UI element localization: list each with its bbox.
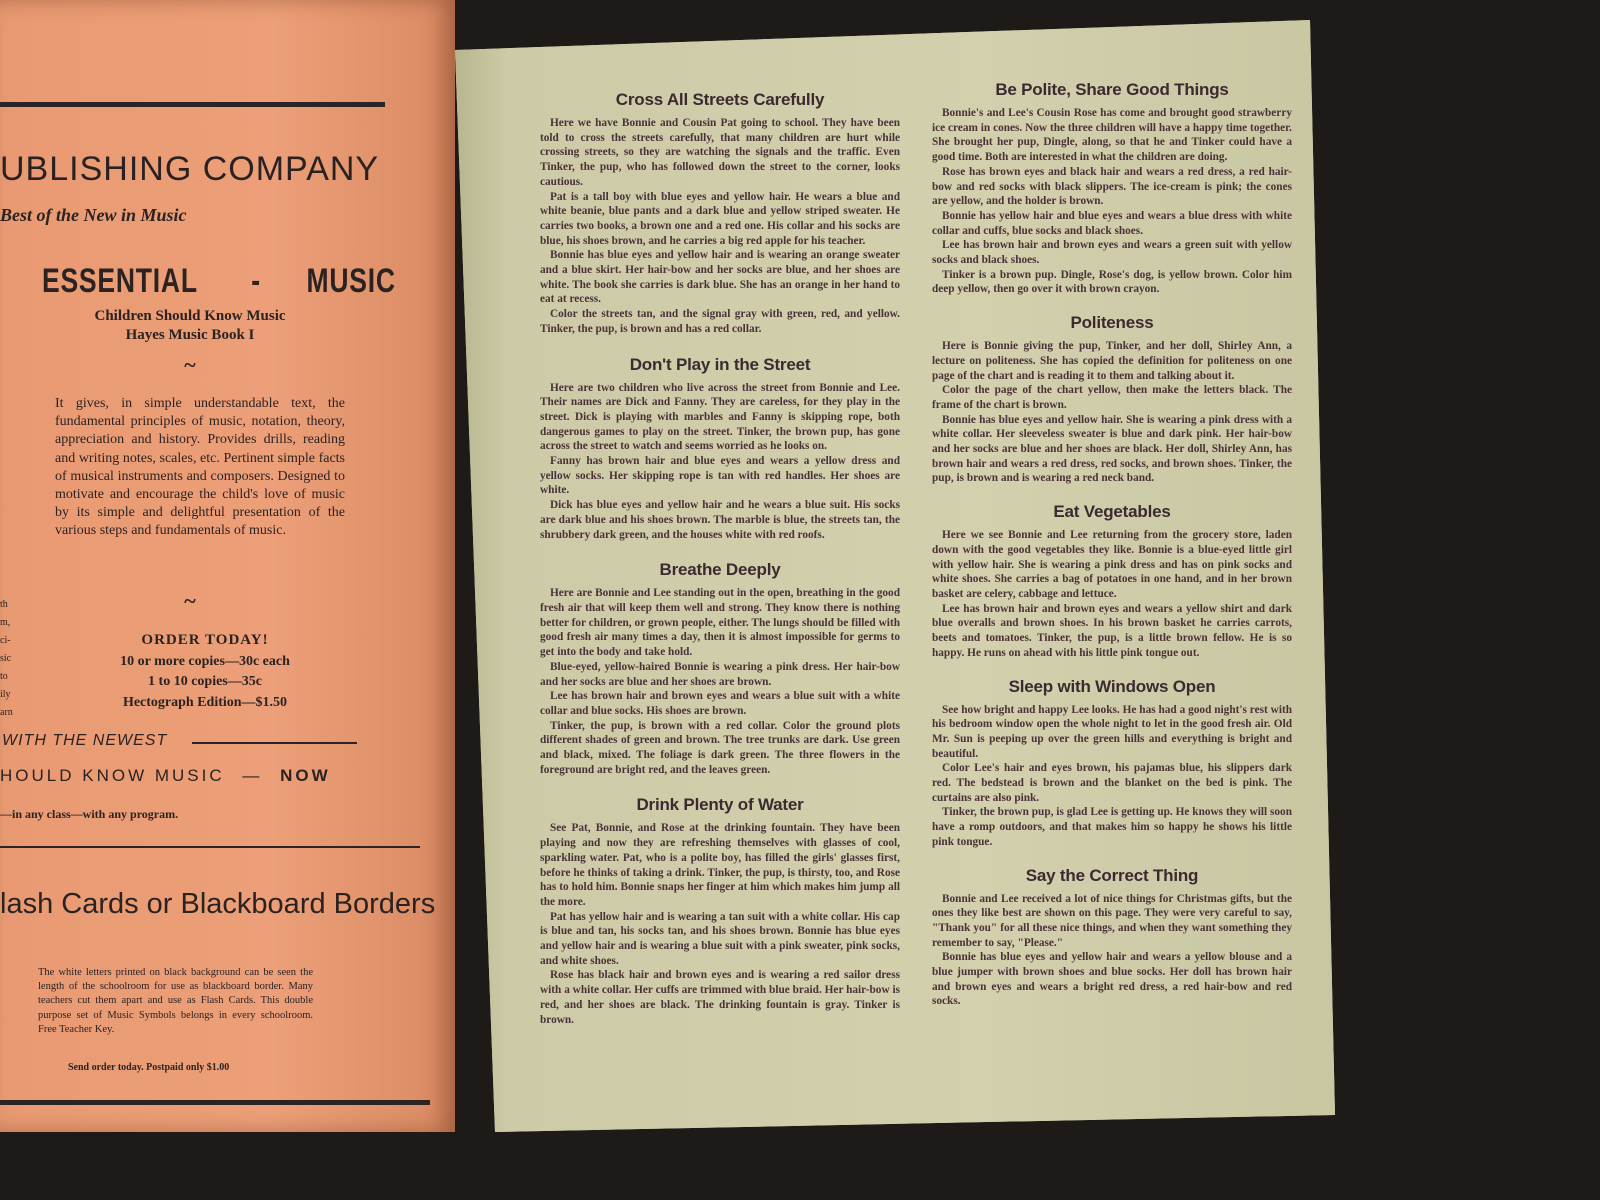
section-title: Eat Vegetables — [1053, 502, 1171, 522]
ornament-2: ~ — [184, 588, 196, 613]
section-paragraph: Here is Bonnie giving the pup, Tinker, and her doll, Shirley Ann, a lecture on politeness. She has copied the definition for politeness on one page of the chart and is reading it to them and talking about it. — [932, 340, 1292, 382]
section-correct-thing — [932, 866, 1292, 1010]
section-title: Breathe Deeply — [659, 560, 781, 580]
section-paragraph: Here we see Bonnie and Lee returning from the grocery store, laden down with the good vegetables they like. Bonnie is a blue-eyed little girl with yellow hair. She is wearing a pink dress and has on pink socks and white shoes. She carries a bag of potatoes in one hand, and in her brown basket are celery, cabbage and lettuce. — [932, 529, 1292, 600]
section-title: Sleep with Windows Open — [1008, 676, 1216, 696]
margin-fragment: to — [0, 671, 8, 682]
any-class-line: —in any class—with any program. — [0, 807, 179, 821]
subtitle-1: Children Should Know Music — [94, 308, 286, 324]
section-sleep-windows — [932, 677, 1292, 850]
section-paragraph: Here we have Bonnie and Cousin Pat going to school. They have been told to cross the streets carefully, that many children are hurt while crossing streets, so they are watching the signals and the traffic. Even Tinker, the pup, who has followed down the street to the corner, looks cautious. — [540, 117, 900, 188]
section-paragraph: Pat is a tall boy with blue eyes and yellow hair. He wears a blue and white beanie, blue pants and a dark blue and yellow striped sweater. He carries two books, a brown one and a red one. His collar and his socks are blue, his shoes brown, and he carries a big red apple for his teacher. — [540, 190, 900, 247]
section-title: Cross All Streets Carefully — [615, 90, 825, 109]
section-dont-play — [540, 355, 900, 543]
section-eat-vegetables — [932, 502, 1292, 660]
margin-fragment: ily — [0, 689, 11, 700]
book-title-dash: - — [251, 262, 261, 300]
bottom-rule — [0, 1100, 430, 1105]
section-be-polite — [932, 80, 1292, 297]
section-paragraph: Lee has brown hair and brown eyes and wears a yellow shirt and dark blue overalls and brown shoes. In his brown basket he carries carrots, beets and tomatoes. Tinker, the pup, is a little brown fellow. He is so happy. He runs on ahead with his little pink tongue out. — [932, 602, 1292, 659]
section-paragraph: Color the streets tan, and the signal gray with green, red, and yellow. Tinker, the pup, is brown and has a red collar. — [540, 308, 900, 335]
order-line: Hectograph Edition—$1.50 — [122, 695, 288, 710]
section-paragraph: Fanny has brown hair and blue eyes and wears a yellow dress and yellow socks. Her skipping rope is tan with red handles. Her shoes are white. — [540, 455, 900, 497]
should-text: HOULD KNOW MUSIC — [0, 766, 225, 785]
section-paragraph: Dick has blue eyes and yellow hair and he wears a blue suit. His socks are dark blue and his shoes brown. The marble is blue, the streets tan, the shrubbery dark green, and the houses white with red roofs. — [540, 499, 900, 541]
section-paragraph: Lee has brown hair and brown eyes and wears a blue suit with a white collar and blue socks. His shoes are brown. — [540, 690, 900, 717]
text-column-2 — [932, 80, 1292, 1019]
margin-fragment: ci- — [0, 635, 11, 646]
section-drink-water — [540, 795, 900, 1027]
flash-cards-title: lash Cards or Blackboard Borders — [0, 888, 436, 920]
section-title: Say the Correct Thing — [1025, 865, 1199, 885]
section-title: Be Polite, Share Good Things — [995, 80, 1229, 99]
section-paragraph: Bonnie has yellow hair and blue eyes and wears a blue dress with white collar and cuffs, blue socks and black shoes. — [932, 209, 1292, 237]
section-paragraph: Color the page of the chart yellow, then make the letters black. The frame of the chart is brown. — [932, 384, 1292, 411]
text-column-1 — [540, 90, 900, 1037]
section-cross-streets — [540, 90, 900, 337]
newest-line: WITH THE NEWEST — [2, 732, 168, 749]
section-paragraph: Tinker, the pup, is brown with a red collar. Color the ground plots different shades of green and brown. The tree trunks are dark. Use green and black, mixed. The foliage is dark green. The three flowers in the foreground are bright red, and the leaves green. — [540, 719, 900, 776]
margin-fragment: m, — [0, 617, 11, 628]
margin-fragment: arn — [0, 707, 13, 718]
book-title-left: ESSENTIAL — [42, 262, 198, 300]
section-paragraph: Pat has yellow hair and is wearing a tan suit with a white collar. His cap is blue and tan, his socks tan, and his shoes brown. Bonnie has blue eyes and yellow hair and is wearing a blue suit with a pink sweater, pink socks, and white shoes. — [540, 910, 900, 967]
should-now: NOW — [280, 766, 331, 785]
section-paragraph: Tinker, the brown pup, is glad Lee is getting up. He knows they will soon have a romp outdoors, and that makes him so happy he shows his little pink tongue. — [932, 806, 1292, 848]
company-name: UBLISHING COMPANY — [0, 150, 380, 188]
subtitle-2: Hayes Music Book I — [125, 327, 255, 343]
section-paragraph: Bonnie's and Lee's Cousin Rose has come and brought good strawberry ice cream in cones. Now the three children will have a happy time together. She brought her pup, Dingle, along, so that he and Tinker could have a good time. Both are interested in what the children are doing. — [932, 107, 1292, 164]
section-paragraph: Rose has brown eyes and black hair and wears a red dress, a red hair-bow and red socks with black slippers. The ice-cream is pink; the cones are yellow, and the holder is brown. — [932, 165, 1292, 208]
section-paragraph: Bonnie has blue eyes and yellow hair. She is wearing a pink dress with a white collar. Her sleeveless sweater is blue and dark pink. Her hair-bow and her socks are blue and her shoes are black. Her doll, Shirley Ann, has brown hair and wears a red dress, red socks, and brown shoes. Tinker, the pup, is brown and is wearing a red neck band. — [932, 413, 1292, 485]
section-paragraph: Tinker is a brown pup. Dingle, Rose's dog, is yellow brown. Color him deep yellow, then go over it with brown crayon. — [932, 268, 1292, 296]
book-title-right: MUSIC — [306, 262, 396, 300]
should-know-line — [0, 766, 331, 786]
section-title: Politeness — [1070, 313, 1154, 333]
ornament-1: ~ — [184, 352, 196, 377]
flash-cards-description: The white letters printed on black background can be seen the length of the schoolroom for use as blackboard border. Many teachers cut them apart and use as Flash Cards. This double purpose set of Music Symbols belongs in every schoolroom. Free Teacher Key. — [38, 967, 313, 1035]
margin-fragment: th — [0, 599, 8, 610]
order-line: 10 or more copies—30c each — [120, 654, 290, 669]
section-title: Drink Plenty of Water — [636, 795, 804, 815]
section-politeness — [932, 313, 1292, 486]
section-paragraph: Bonnie has blue eyes and yellow hair and is wearing an orange sweater and a blue skirt. Her hair-bow and her socks are blue, and her shoes are white. The book she carries is dark blue. She has an orange in her hand to eat at recess. — [540, 249, 900, 306]
section-paragraph: Color Lee's hair and eyes brown, his pajamas blue, his slippers dark red. The bedstead is brown and the blanket on the bed is pink. The curtains are also pink. — [932, 762, 1292, 804]
tagline: Best of the New in Music — [0, 205, 187, 225]
section-breathe-deeply — [540, 560, 900, 777]
middle-rule — [0, 846, 420, 848]
send-order-line: Send order today. Postpaid only $1.00 — [68, 1062, 230, 1073]
book-description: It gives, in simple understandable text, the fundamental principles of music, notation, theory, appreciation and history. Provides drills, reading and writing notes, scales, etc. Pertinent simple facts of musical instruments and composers. Designed to motivate and encourage the child's love of music by its simple and delightful presentation of the various steps and fundamentals of music. — [55, 396, 345, 539]
book-title — [42, 262, 396, 301]
section-paragraph: Here are Bonnie and Lee standing out in the open, breathing in the good fresh air that will keep them well and strong. They know there is nothing better for children, or grown people, either. The lungs should be filled with good fresh air many times a day, then it is almost impossible for germs to get into the body and take hold. — [540, 587, 900, 659]
top-rule — [0, 102, 385, 107]
order-line: 1 to 10 copies—35c — [148, 674, 262, 689]
margin-fragment: sic — [0, 653, 12, 664]
section-paragraph: Bonnie and Lee received a lot of nice things for Christmas gifts, but the ones they like best are shown on this page. They were very careful to say, "Thank you" for all these nice things, and when they want something they remember to say, "Please." — [932, 892, 1292, 949]
section-paragraph: Here are two children who live across the street from Bonnie and Lee. Their names are Dick and Fanny. They are careless, for they play in the street. Dick is playing with marbles and Fanny is skipping rope, both dangerous games to play on the street. Tinker, the brown pup, has gone across the street to watch and seems worried as he looks on. — [540, 381, 900, 453]
section-paragraph: Blue-eyed, yellow-haired Bonnie is wearing a pink dress. Her hair-bow and her socks are blue and her shoes are brown. — [540, 660, 900, 688]
should-dash: — — [242, 766, 263, 785]
left-catalog-page — [0, 0, 455, 1132]
newest-rule — [192, 742, 357, 744]
section-paragraph: Bonnie has blue eyes and yellow hair and wears a yellow blouse and a blue jumper with brown shoes and blue socks. Her doll has brown hair and brown eyes and wears a bright red dress, a red hair-bow and red socks. — [932, 951, 1292, 1008]
section-paragraph: Rose has black hair and brown eyes and is wearing a red sailor dress with a white collar. Her cuffs are trimmed with blue braid. Her hair-bow is red, and her shoes are black. The drinking fountain is gray. Tinker is brown. — [540, 969, 900, 1026]
section-title: Don't Play in the Street — [629, 354, 811, 374]
section-paragraph: Lee has brown hair and brown eyes and wears a green suit with yellow socks and black shoes. — [932, 239, 1292, 267]
order-title: ORDER TODAY! — [141, 632, 269, 648]
section-paragraph: See how bright and happy Lee looks. He has had a good night's rest with his bedroom window open the whole night to let in the good fresh air. Old Mr. Sun is peeping up over the green hills and everything is bright and beautiful. — [932, 703, 1292, 760]
section-paragraph: See Pat, Bonnie, and Rose at the drinking fountain. They have been playing and now they are refreshing themselves with glasses of cool, sparkling water. Pat, who is a polite boy, has filled the girls' glasses first, before he thinks of taking a drink. Tinker, the pup, is thirsty, too, and Rose has to hold him. Bonnie snaps her finger at him which makes him jump all the more. — [540, 822, 900, 908]
